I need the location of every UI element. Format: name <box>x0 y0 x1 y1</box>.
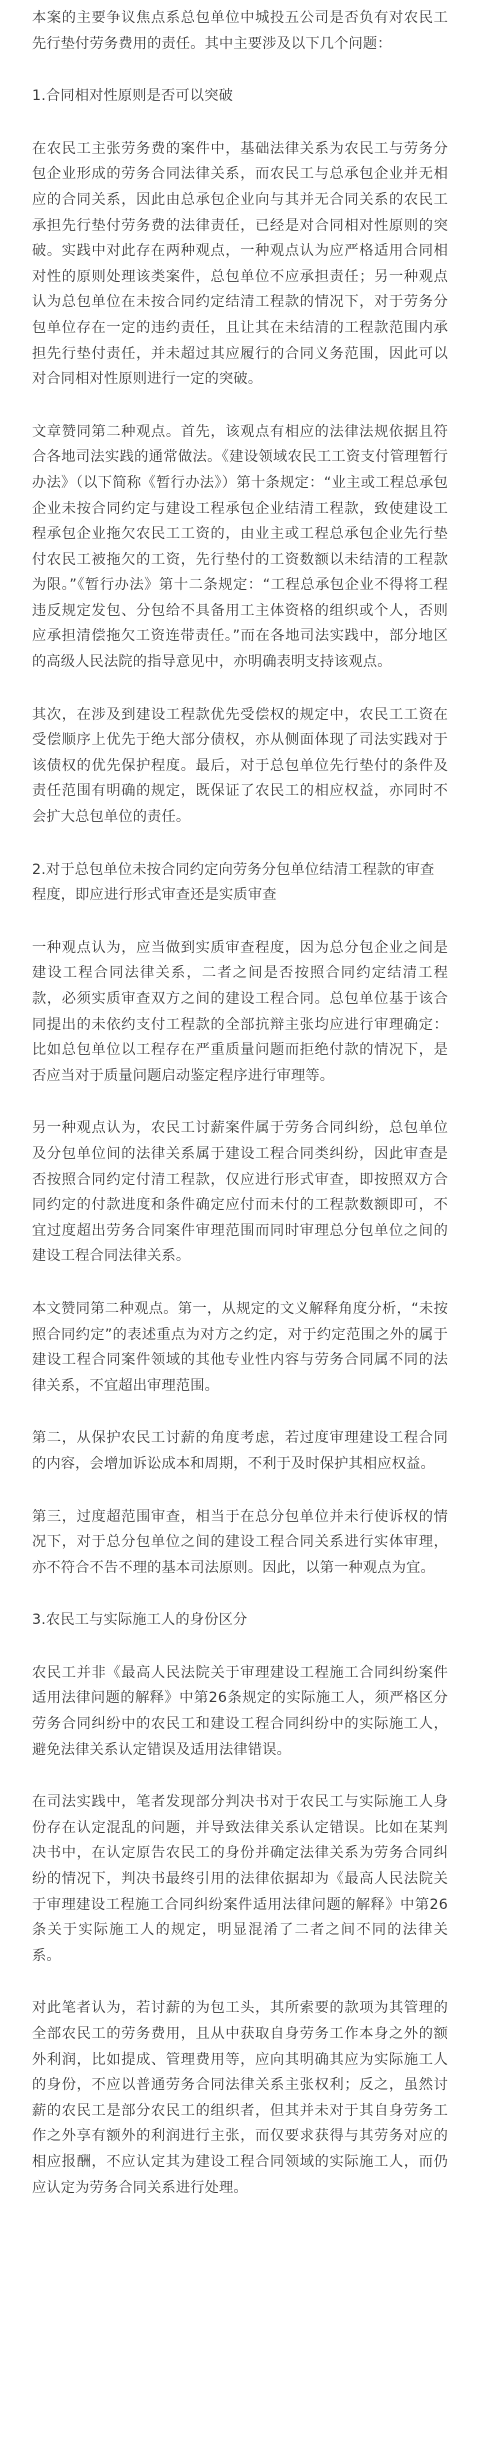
section-3-paragraph-2: 在司法实践中，笔者发现部分判决书对于农民工与实际施工人身份存在认定混乱的问题，并导致法律关系认定错误。比如在某判决书中，在认定原告农民工的身份并确定法律关系为劳务合同纠纷的情况下，判决书最终引用的法律依据却为《最高人民法院关于审理建设工程施工合同纠纷案件适用法律问题的解释》中第26条关于实际施工人的规定，明显混淆了二者之间不同的法律关系。 <box>32 1794 448 1964</box>
section-3-paragraph-3: 对此笔者认为，若讨薪的为包工头，其所索要的款项为其管理的全部农民工的劳务费用，且从中获取自身劳务工作本身之外的额外利润，比如提成、管理费用等，应向其明确其应为实际施工人的身份，不应以普通劳务合同法律关系主张权利；反之，虽然讨薪的农民工是部分农民工的组织者，但其并未对于其自身劳务工作之外享有额外的利润进行主张，而仅要求获得与其劳务对应的相应报酬，不应认定其为建设工程合同领域的实际施工人，而仍应认定为劳务合同关系进行处理。 <box>32 2000 448 2196</box>
section-3-paragraph-1: 农民工并非《最高人民法院关于审理建设工程施工合同纠纷案件适用法律问题的解释》中第26条规定的实际施工人，须严格区分劳务合同纠纷中的农民工和建设工程合同纠纷中的实际施工人，避免法律关系认定错误及适用法律错误。 <box>32 1664 448 1758</box>
section-1-paragraph-3: 其次，在涉及到建设工程款优先受偿权的规定中，农民工工资在受偿顺序上优先于绝大部分债权，亦从侧面体现了司法实践对于该债权的优先保护程度。最后，对于总包单位先行垫付的条件及责任范围有明确的规定，既保证了农民工的相应权益，亦同时不会扩大总包单位的责任。 <box>32 706 448 826</box>
section-heading-2: 2.对于总包单位未按合同约定向劳务分包单位结清工程款的审查程度，即应进行形式审查还是实质审查 <box>32 861 435 904</box>
section-2-paragraph-2: 另一种观点认为，农民工讨薪案件属于劳务合同纠纷，总包单位及分包单位间的法律关系属于建设工程合同类纠纷，因此审查是否按照合同约定付清工程款，仅应进行形式审查，即按照双方合同约定的付款进度和条件确定应付而未付的工程款数额即可，不宜过度超出劳务合同案件审理范围而同时审理总分包单位之间的建设工程合同法律关系。 <box>32 1120 448 1265</box>
section-2-paragraph-4: 第二，从保护农民工讨薪的角度考虑，若过度审理建设工程合同的内容，会增加诉讼成本和周期，不利于及时保护其相应权益。 <box>32 1430 448 1472</box>
section-2-paragraph-1: 一种观点认为，应当做到实质审查程度，因为总分包企业之间是建设工程合同法律关系，二者之间是否按照合同约定结清工程款，必须实质审查双方之间的建设工程合同。总包单位基于该合同提出的未依约支付工程款的全部抗辩主张均应进行审理确定：比如总包单位以工程存在严重质量问题而拒绝付款的情况下，是否应当对于质量问题启动鉴定程序进行审理等。 <box>32 939 448 1084</box>
section-2-paragraph-5: 第三，过度超范围审查，相当于在总分包单位并未行使诉权的情况下，对于总分包单位之间的建设工程合同关系进行实体审理，亦不符合不告不理的基本司法原则。因此，以第一种观点为宜。 <box>32 1508 448 1576</box>
section-heading-1: 1.合同相对性原则是否可以突破 <box>32 88 233 105</box>
section-heading-3: 3.农民工与实际施工人的身份区分 <box>32 1612 248 1629</box>
section-1-paragraph-1: 在农民工主张劳务费的案件中，基础法律关系为农民工与劳务分包企业形成的劳务合同法律关系，而农民工与总承包企业并无相应的合同关系，因此由总承包企业向与其并无合同关系的农民工承担先行垫付劳务费的法律责任，已经是对合同相对性原则的突破。实践中对此存在两种观点，一种观点认为应严格适用合同相对性的原则处理该类案件，总包单位不应承担责任；另一种观点认为总包单位在未按合同约定结清工程款的情况下，对于劳务分包单位存在一定的违约责任，且让其在未结清的工程款范围内承担先行垫付责任，并未超过其应履行的合同义务范围，因此可以对合同相对性原则进行一定的突破。 <box>32 140 448 388</box>
section-2-paragraph-3: 本文赞同第二种观点。第一，从规定的文义解释角度分析，“未按照合同约定”的表述重点为对方之约定，对于约定范围之外的属于建设工程合同案件领域的其他专业性内容与劳务合同属不同的法律关系，不宜超出审理范围。 <box>32 1300 448 1394</box>
intro-paragraph: 本案的主要争议焦点系总包单位中城投五公司是否负有对农民工先行垫付劳务费用的责任。其中主要涉及以下几个问题： <box>32 10 448 52</box>
section-1-paragraph-2: 文章赞同第二种观点。首先，该观点有相应的法律法规依据且符合各地司法实践的通常做法。《建设领域农民工工资支付管理暂行办法》（以下简称《暂行办法》）第十条规定：“业主或工程总承包企业未按合同约定与建设工程承包企业结清工程款，致使建设工程承包企业拖欠农民工工资的，由业主或工程总承包企业先行垫付农民工被拖欠的工资，先行垫付的工资数额以未结清的工程款为限。”《暂行办法》第十二条规定：“工程总承包企业不得将工程违反规定发包、分包给不具备用工主体资格的组织或个人，否则应承担清偿拖欠工资连带责任。”而在各地司法实践中，部分地区的高级人民法院的指导意见中，亦明确表明支持该观点。 <box>32 423 448 671</box>
